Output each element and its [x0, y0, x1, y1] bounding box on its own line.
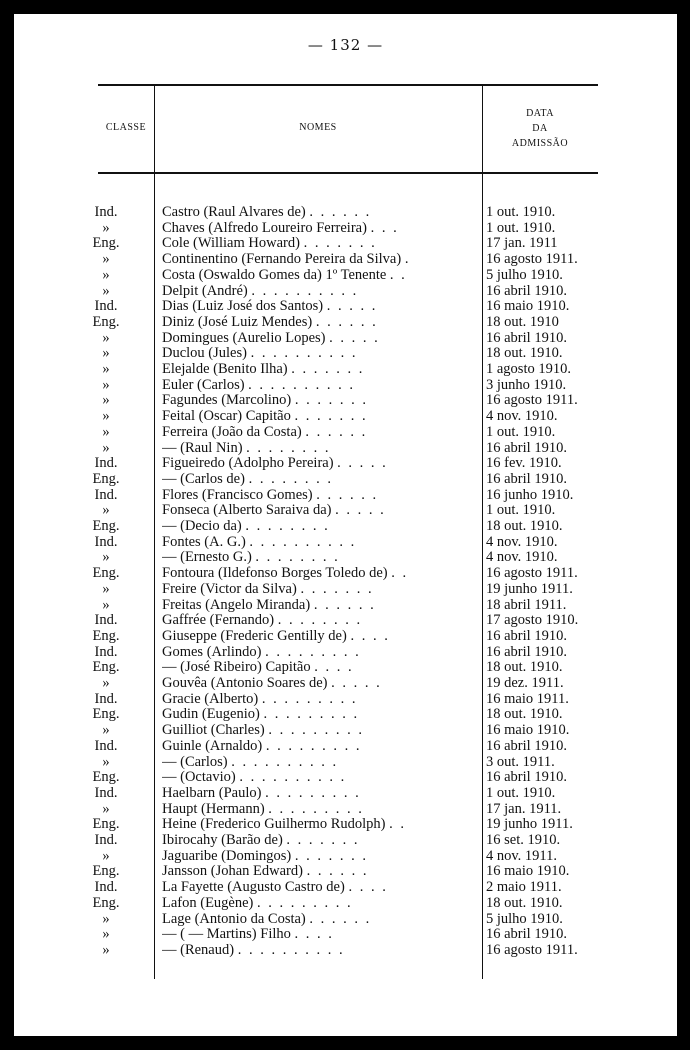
leader-dots: . . . . — [348, 879, 388, 896]
nome-cell — [162, 534, 482, 550]
nome-cell — [162, 518, 482, 534]
nome-text: Feital (Oscar) Capitão — [162, 408, 291, 425]
data-admissao-cell: 18 out. 1910. — [486, 894, 563, 911]
data-admissao-cell: 4 nov. 1911. — [486, 847, 558, 864]
data-admissao-cell: 16 maio 1910. — [486, 298, 570, 315]
classe-cell: » — [102, 675, 110, 691]
nome-cell — [162, 565, 482, 581]
leader-dots: . . . . . . . — [286, 832, 360, 848]
nome-text: Freire (Victor da Silva) — [162, 580, 297, 597]
classe-cell: » — [102, 266, 110, 283]
leader-dots: . . . . . . . — [303, 235, 377, 252]
data-admissao-cell: 16 fev. 1910. — [486, 455, 562, 472]
classe-cell: » — [102, 345, 110, 362]
header-bottom-rule — [98, 172, 598, 174]
nome-text: Lage (Antonio da Costa) — [162, 910, 306, 927]
classe-cell: Ind. — [94, 204, 118, 220]
data-admissao-cell: 19 junho 1911. — [486, 580, 573, 597]
data-admissao-cell: 16 abril 1910. — [486, 282, 567, 299]
leader-dots: . . . . . . — [315, 313, 378, 330]
nome-cell — [162, 863, 482, 879]
table-row — [14, 769, 677, 785]
nome-cell — [162, 926, 482, 942]
classe-cell: Ind. — [94, 737, 118, 754]
data-admissao-cell: 18 out. 1910. — [486, 706, 563, 723]
table-row — [14, 424, 677, 440]
data-admissao-cell: 16 maio 1911. — [486, 690, 569, 707]
classe-cell: » — [102, 219, 110, 236]
header-data-line-2: DA — [532, 123, 548, 134]
nome-text: Gouvêa (Antonio Soares de) — [162, 675, 328, 691]
leader-dots: . . . . . . . — [300, 580, 374, 597]
nome-cell — [162, 832, 482, 848]
classe-cell: Ind. — [94, 690, 118, 707]
table-row — [14, 314, 677, 330]
leader-dots: . . . . . . . . . — [265, 643, 361, 660]
table-row — [14, 408, 677, 424]
table-row — [14, 502, 677, 518]
nome-text: — (Decio da) — [162, 518, 242, 534]
nome-text: — (Renaud) — [162, 941, 235, 958]
nome-text: Gudin (Eugenio) — [162, 706, 260, 723]
classe-cell: Eng. — [92, 470, 120, 487]
nome-cell — [162, 235, 482, 251]
leader-dots: . . . . . — [326, 298, 378, 315]
classe-cell: » — [102, 282, 110, 299]
table-row — [14, 863, 677, 879]
classe-cell: Eng. — [92, 565, 120, 582]
nome-cell — [162, 392, 482, 408]
nome-cell — [162, 455, 482, 471]
leader-dots: . . . . . . . . . . — [251, 282, 359, 299]
nome-text: Haupt (Hermann) — [162, 800, 265, 817]
leader-dots: . . . . . — [337, 455, 388, 472]
data-admissao-cell: 16 abril 1910. — [486, 643, 567, 660]
leader-dots: . . . . . . . — [294, 392, 369, 409]
data-admissao-cell: 18 abril 1911. — [486, 596, 567, 613]
leader-dots: . . . . — [294, 926, 334, 943]
classe-cell: Eng. — [92, 659, 120, 676]
document-page — [14, 14, 677, 1036]
nome-text: Gaffrée (Fernando) — [162, 612, 275, 629]
data-admissao-cell: 16 agosto 1911. — [486, 392, 578, 409]
leader-dots: . . — [389, 266, 407, 283]
data-admissao-cell: 18 out. 1910 — [486, 313, 559, 330]
table-row — [14, 361, 677, 377]
table-row — [14, 267, 677, 283]
leader-dots: . . . . . . . — [291, 361, 365, 377]
classe-cell: » — [102, 502, 110, 519]
nome-cell — [162, 848, 482, 864]
nome-cell — [162, 220, 482, 236]
nome-text: Dias (Luiz José dos Santos) — [162, 298, 324, 315]
nome-text: Diniz (José Luiz Mendes) — [162, 313, 313, 330]
table-row — [14, 848, 677, 864]
nome-cell — [162, 597, 482, 613]
nome-text: — (Carlos) — [162, 753, 228, 770]
nome-text: Continentino (Fernando Pereira da Silva) — [162, 251, 402, 268]
table-row — [14, 706, 677, 722]
table-row — [14, 298, 677, 314]
table-row — [14, 487, 677, 503]
classe-cell: » — [102, 753, 110, 770]
data-admissao-cell: 1 out. 1910. — [486, 219, 556, 236]
table-row — [14, 455, 677, 471]
header-nomes: NOMES — [299, 122, 337, 133]
data-admissao-cell: 16 maio 1910. — [486, 863, 570, 880]
nome-cell — [162, 628, 482, 644]
data-admissao-cell: 18 out. 1910. — [486, 518, 563, 534]
classe-cell: » — [102, 376, 110, 393]
nome-text: — (Octavio) — [162, 769, 236, 786]
table-row — [14, 722, 677, 738]
data-admissao-cell: 19 junho 1911. — [486, 816, 573, 833]
data-admissao-cell: 16 junho 1910. — [486, 486, 574, 503]
classe-cell: Eng. — [92, 235, 120, 252]
nome-cell — [162, 581, 482, 597]
nome-text: Ferreira (João da Costa) — [162, 423, 302, 440]
classe-cell: » — [102, 329, 110, 346]
nome-text: — (Carlos de) — [162, 470, 245, 487]
leader-dots: . . . . . . . . . — [257, 894, 353, 911]
classe-cell: » — [102, 596, 110, 613]
data-admissao-cell: 17 jan. 1911 — [486, 235, 558, 252]
leader-dots: . . . . — [350, 627, 390, 644]
data-admissao-cell: 19 dez. 1911. — [486, 675, 564, 691]
nome-cell — [162, 267, 482, 283]
nome-text: Ibirocahy (Barão de) — [162, 832, 283, 848]
nome-text: Fagundes (Marcolino) — [162, 392, 292, 409]
nome-cell — [162, 659, 482, 675]
nome-text: Chaves (Alfredo Loureiro Ferreira) — [162, 219, 367, 236]
classe-cell: » — [102, 251, 110, 268]
classe-cell: » — [102, 722, 110, 739]
nome-cell — [162, 754, 482, 770]
classe-cell: » — [102, 392, 110, 409]
nome-text: Castro (Raul Alvares de) — [162, 204, 306, 220]
nome-cell — [162, 408, 482, 424]
nome-text: Domingues (Aurelio Lopes) — [162, 329, 326, 346]
table-row — [14, 754, 677, 770]
leader-dots: . . . . . . . . . — [265, 737, 362, 754]
nome-text: — ( — Martins) Filho — [162, 926, 291, 943]
leader-dots: . . . . . . . . — [245, 518, 330, 534]
table-row — [14, 220, 677, 236]
nome-cell — [162, 691, 482, 707]
classe-cell: Eng. — [92, 894, 120, 911]
classe-cell: » — [102, 847, 110, 864]
header-data-line-1: DATA — [526, 108, 554, 119]
header-top-rule — [98, 84, 598, 86]
nome-cell — [162, 769, 482, 785]
data-admissao-cell: 16 agosto 1911. — [486, 565, 578, 582]
nome-cell — [162, 330, 482, 346]
table-row — [14, 534, 677, 550]
data-admissao-cell: 4 nov. 1910. — [486, 533, 558, 550]
leader-dots: . — [404, 251, 411, 268]
table-row — [14, 612, 677, 628]
classe-cell: » — [102, 361, 110, 377]
nome-text: Elejalde (Benito Ilha) — [162, 361, 288, 377]
classe-cell: Eng. — [92, 627, 120, 644]
table-row — [14, 377, 677, 393]
nome-cell — [162, 738, 482, 754]
nome-text: Flores (Francisco Gomes) — [162, 486, 313, 503]
nome-cell — [162, 471, 482, 487]
leader-dots: . . . . . . . . . . — [248, 376, 356, 393]
nome-cell — [162, 549, 482, 565]
nome-text: Cole (William Howard) — [162, 235, 300, 252]
nome-cell — [162, 675, 482, 691]
nome-cell — [162, 911, 482, 927]
classe-cell: Ind. — [94, 784, 118, 801]
data-admissao-cell: 17 agosto 1910. — [486, 612, 579, 629]
nome-cell — [162, 816, 482, 832]
nome-cell — [162, 895, 482, 911]
classe-cell: » — [102, 926, 110, 943]
nome-text: — (José Ribeiro) Capitão — [162, 659, 311, 676]
table-row — [14, 816, 677, 832]
data-admissao-cell: 5 julho 1910. — [486, 266, 563, 283]
leader-dots: . . . . . . . . . — [261, 690, 358, 707]
table-row — [14, 345, 677, 361]
nome-text: Guinle (Arnaldo) — [162, 737, 263, 754]
data-admissao-cell: 16 agosto 1911. — [486, 251, 578, 268]
leader-dots: . . . . . . . . . — [268, 722, 364, 739]
table-row — [14, 832, 677, 848]
nome-text: La Fayette (Augusto Castro de) — [162, 879, 345, 896]
table-row — [14, 675, 677, 691]
table-row — [14, 440, 677, 456]
table-row — [14, 691, 677, 707]
table-row — [14, 565, 677, 581]
data-admissao-cell: 18 out. 1910. — [486, 659, 563, 676]
leader-dots: . . . . . . — [313, 596, 376, 613]
classe-cell: » — [102, 941, 110, 958]
leader-dots: . . . . . . . . . . — [237, 941, 345, 958]
table-row — [14, 518, 677, 534]
leader-dots: . . . . . . . . . . — [231, 753, 339, 770]
leader-dots: . . . . . . . . . . — [249, 533, 357, 550]
data-admissao-cell: 17 jan. 1911. — [486, 800, 562, 817]
nome-cell — [162, 487, 482, 503]
leader-dots: . . . — [370, 219, 399, 236]
leader-dots: . . . . . . — [309, 204, 372, 220]
nome-text: Freitas (Angelo Miranda) — [162, 596, 311, 613]
data-admissao-cell: 16 abril 1910. — [486, 737, 567, 754]
nome-cell — [162, 502, 482, 518]
nome-cell — [162, 251, 482, 267]
leader-dots: . . . . — [314, 659, 354, 676]
table-row — [14, 942, 677, 958]
leader-dots: . . . . . . . . . — [263, 706, 360, 723]
data-admissao-cell: 16 abril 1910. — [486, 329, 567, 346]
classe-cell: » — [102, 423, 110, 440]
nome-text: Euler (Carlos) — [162, 376, 245, 393]
classe-cell: Ind. — [94, 298, 118, 315]
header-data-line-3: ADMISSÃO — [511, 138, 569, 149]
nome-text: Costa (Oswaldo Gomes da) 1º Tenente — [162, 266, 387, 283]
table-row — [14, 879, 677, 895]
nome-cell — [162, 204, 482, 220]
classe-cell: Ind. — [94, 455, 118, 472]
nome-text: Jansson (Johan Edward) — [162, 863, 303, 880]
classe-cell: » — [102, 910, 110, 927]
nome-text: Guilliot (Charles) — [162, 722, 265, 739]
nome-cell — [162, 644, 482, 660]
nome-cell — [162, 377, 482, 393]
leader-dots: . . . . . — [331, 675, 382, 691]
nome-text: — (Raul Nin) — [162, 439, 243, 456]
classe-cell: Ind. — [94, 643, 118, 660]
leader-dots: . . . . . . — [305, 423, 368, 440]
data-admissao-cell: 16 abril 1910. — [486, 769, 567, 786]
header-classe: CLASSE — [105, 122, 147, 133]
nome-cell — [162, 298, 482, 314]
classe-cell: Ind. — [94, 486, 118, 503]
table-row — [14, 785, 677, 801]
nome-text: Gracie (Alberto) — [162, 690, 259, 707]
table-row — [14, 597, 677, 613]
nome-text: Haelbarn (Paulo) — [162, 784, 262, 801]
data-admissao-cell: 3 out. 1911. — [486, 753, 555, 770]
leader-dots: . . . . . . . . — [255, 549, 340, 566]
leader-dots: . . . . . . . — [294, 408, 368, 425]
data-admissao-cell: 1 out. 1910. — [486, 423, 556, 440]
data-admissao-cell: 3 junho 1910. — [486, 376, 567, 393]
classe-cell: Ind. — [94, 879, 118, 896]
nome-text: Fontoura (Ildefonso Borges Toledo de) — [162, 565, 388, 582]
leader-dots: . . . . . . — [306, 863, 369, 880]
classe-cell: Eng. — [92, 518, 120, 534]
nome-cell — [162, 361, 482, 377]
classe-cell: Eng. — [92, 706, 120, 723]
table-row — [14, 251, 677, 267]
data-admissao-cell: 5 julho 1910. — [486, 910, 563, 927]
nome-text: Lafon (Eugène) — [162, 894, 254, 911]
leader-dots: . . . . . . . — [294, 847, 369, 864]
leader-dots: . . . . . . — [316, 486, 379, 503]
nome-cell — [162, 879, 482, 895]
leader-dots: . . . . . — [329, 329, 380, 346]
nome-text: Fontes (A. G.) — [162, 533, 246, 550]
table-row — [14, 895, 677, 911]
table-row — [14, 204, 677, 220]
classe-cell: Eng. — [92, 313, 120, 330]
leader-dots: . . . . . . . . — [248, 470, 333, 487]
nome-text: Gomes (Arlindo) — [162, 643, 262, 660]
table-row — [14, 330, 677, 346]
nome-text: — (Ernesto G.) — [162, 549, 252, 566]
data-admissao-cell: 2 maio 1911. — [486, 879, 562, 896]
nome-text: Duclou (Jules) — [162, 345, 247, 362]
leader-dots: . . — [391, 565, 409, 582]
data-admissao-cell: 16 agosto 1911. — [486, 941, 578, 958]
table-row — [14, 283, 677, 299]
nome-text: Jaguaribe (Domingos) — [162, 847, 292, 864]
table-row — [14, 801, 677, 817]
data-admissao-cell: 18 out. 1910. — [486, 345, 563, 362]
nome-text: Heine (Frederico Guilhermo Rudolph) — [162, 816, 386, 833]
classe-cell: » — [102, 580, 110, 597]
nome-text: Delpit (André) — [162, 282, 248, 299]
nome-cell — [162, 706, 482, 722]
table-row — [14, 644, 677, 660]
classe-cell: » — [102, 439, 110, 456]
nome-text: Fonseca (Alberto Saraiva da) — [162, 502, 332, 519]
classe-cell: » — [102, 549, 110, 566]
table-row — [14, 738, 677, 754]
nome-cell — [162, 722, 482, 738]
nome-cell — [162, 424, 482, 440]
data-admissao-cell: 1 out. 1910. — [486, 784, 556, 801]
leader-dots: . . . . . . . . — [246, 439, 331, 456]
classe-cell: Eng. — [92, 816, 120, 833]
nome-cell — [162, 785, 482, 801]
nome-text: Giuseppe (Frederic Gentilly de) — [162, 627, 347, 644]
table-row — [14, 235, 677, 251]
data-admissao-cell: 16 set. 1910. — [486, 832, 561, 848]
table-row — [14, 549, 677, 565]
nome-cell — [162, 440, 482, 456]
leader-dots: . . . . . . . . . — [265, 784, 361, 801]
table-row — [14, 628, 677, 644]
table-row — [14, 659, 677, 675]
page-number: — 132 — — [307, 36, 384, 54]
data-admissao-cell: 1 out. 1910. — [486, 502, 556, 519]
leader-dots: . . . . . . — [309, 910, 372, 927]
table-row — [14, 471, 677, 487]
leader-dots: . . . . . — [335, 502, 386, 519]
data-admissao-cell: 16 abril 1910. — [486, 627, 567, 644]
data-admissao-cell: 16 maio 1910. — [486, 722, 570, 739]
nome-cell — [162, 283, 482, 299]
data-admissao-cell: 1 out. 1910. — [486, 204, 556, 220]
classe-cell: Eng. — [92, 863, 120, 880]
classe-cell: Ind. — [94, 533, 118, 550]
data-admissao-cell: 4 nov. 1910. — [486, 549, 558, 566]
nome-cell — [162, 345, 482, 361]
nome-cell — [162, 314, 482, 330]
data-admissao-cell: 1 agosto 1910. — [486, 361, 571, 377]
classe-cell: Ind. — [94, 832, 118, 848]
nome-text: Figueiredo (Adolpho Pereira) — [162, 455, 334, 472]
data-admissao-cell: 16 abril 1910. — [486, 439, 567, 456]
classe-cell: Ind. — [94, 612, 118, 629]
leader-dots: . . — [389, 816, 406, 833]
table-row — [14, 926, 677, 942]
leader-dots: . . . . . . . . . . — [239, 769, 347, 786]
data-admissao-cell: 16 abril 1910. — [486, 470, 567, 487]
classe-cell: » — [102, 408, 110, 425]
classe-cell: » — [102, 800, 110, 817]
nome-cell — [162, 612, 482, 628]
leader-dots: . . . . . . . . — [277, 612, 363, 629]
leader-dots: . . . . . . . . . . — [250, 345, 358, 362]
data-admissao-cell: 4 nov. 1910. — [486, 408, 558, 425]
table-row — [14, 392, 677, 408]
table-row — [14, 911, 677, 927]
data-admissao-cell: 16 abril 1910. — [486, 926, 567, 943]
classe-cell: Eng. — [92, 769, 120, 786]
nome-cell — [162, 942, 482, 958]
nome-cell — [162, 801, 482, 817]
leader-dots: . . . . . . . . . — [268, 800, 364, 817]
table-row — [14, 581, 677, 597]
